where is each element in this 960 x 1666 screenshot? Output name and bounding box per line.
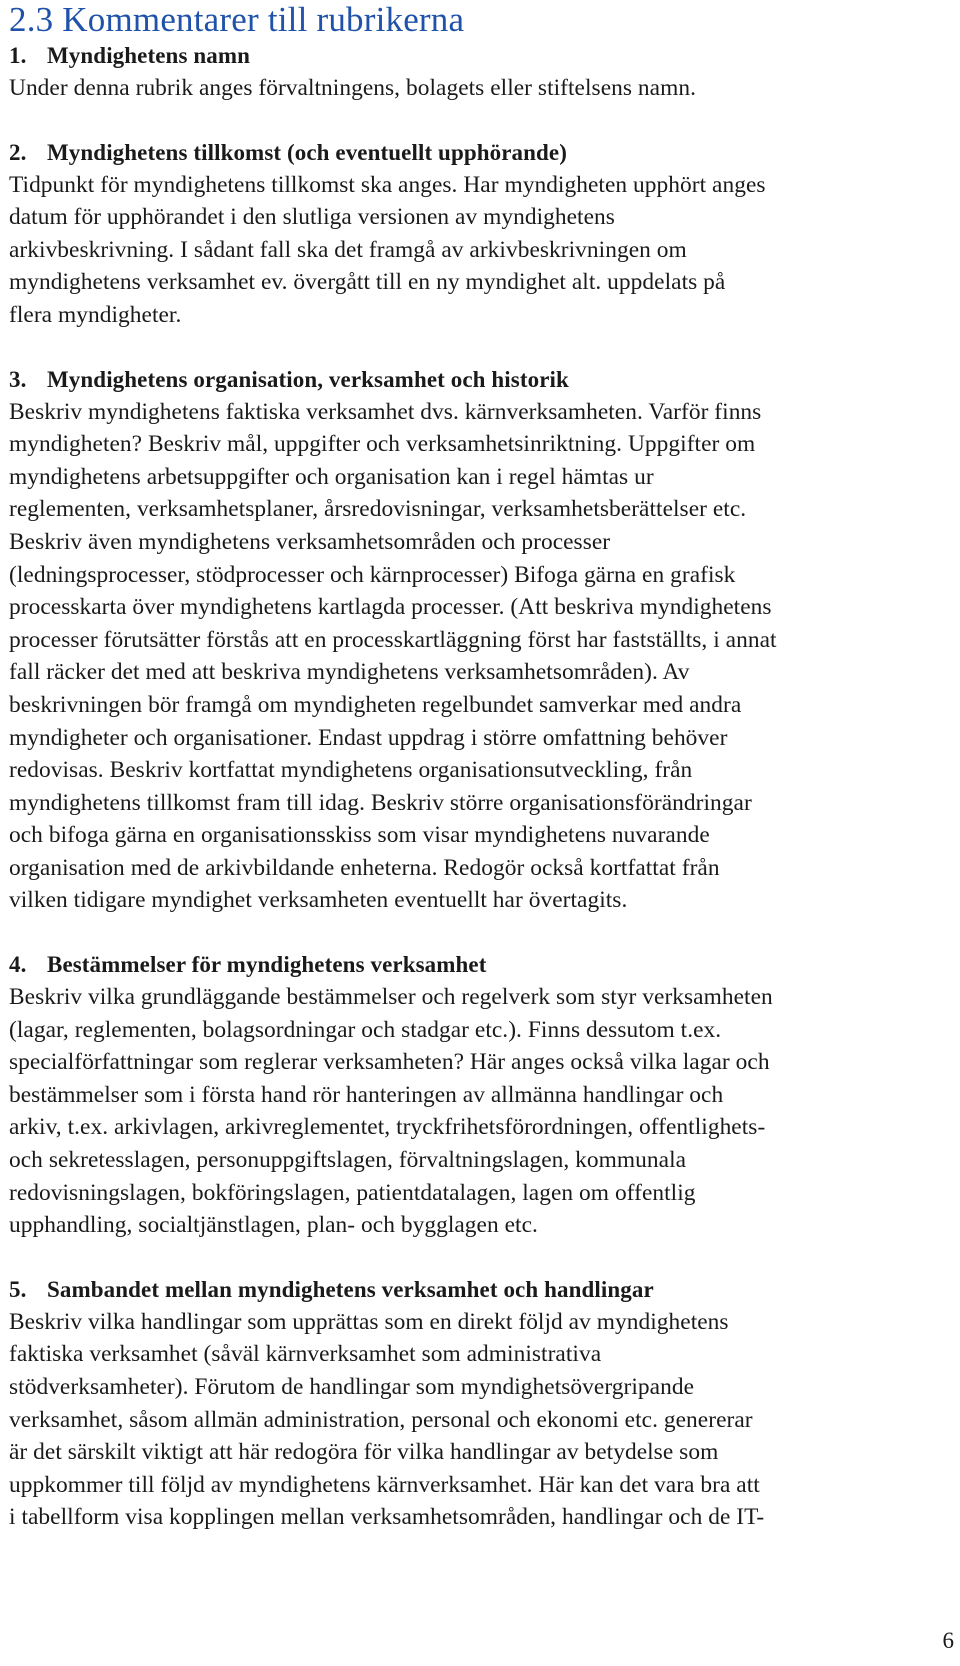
body-line: upphandling, socialtjänstlagen, plan- och bygglagen etc.: [9, 1212, 538, 1239]
section-title: [9, 137, 949, 169]
body-line: bestämmelser som i första hand rör hanteringen av allmänna handlingar och: [9, 1081, 724, 1108]
body-line: reglementen, verksamhetsplaner, årsredovisningar, verksamhetsberättelser etc.: [9, 496, 747, 523]
body-line: och bifoga gärna en organisationsskiss som visar myndighetens nuvarande: [9, 822, 710, 849]
body-line: specialförfattningar som reglerar verksamheten? Här anges också vilka lagar och: [9, 1049, 770, 1076]
section-1: [9, 40, 949, 105]
body-line: flera myndigheter.: [9, 301, 182, 328]
body-line: myndighetens tillkomst fram till idag. Beskriv större organisationsförändringar: [9, 789, 752, 816]
body-line: myndighetens arbetsuppgifter och organisation kan i regel hämtas ur: [9, 463, 654, 490]
section-number: 4.: [9, 952, 27, 978]
page-number: 6: [942, 1628, 954, 1653]
body-line: i tabellform visa kopplingen mellan verksamhetsområden, handlingar och de IT-: [9, 1504, 765, 1531]
body-line: redovisas. Beskriv kortfattat myndighetens organisationsutveckling, från: [9, 757, 693, 784]
section-title-text: Myndighetens namn: [47, 43, 250, 68]
body-line: Beskriv myndighetens faktiska verksamhet dvs. kärnverksamheten. Varför finns: [9, 398, 762, 425]
body-line: stödverksamheter). Förutom de handlingar som myndighetsövergripande: [9, 1374, 695, 1400]
section-body: [9, 981, 949, 1242]
section-2: [9, 137, 949, 332]
body-line: organisation med de arkivbildande enheterna. Redogör också kortfattat från: [9, 854, 720, 881]
body-line: beskrivningen bör framgå om myndigheten regelbundet samverkar med andra: [9, 691, 742, 718]
section-title-text: Myndighetens organisation, verksamhet och historik: [47, 366, 569, 392]
body-line: och sekretesslagen, personuppgiftslagen, förvaltningslagen, kommunala: [9, 1147, 687, 1174]
section-3: [9, 364, 949, 918]
body-line: faktiska verksamhet (såväl kärnverksamhet som administrativa: [9, 1341, 602, 1368]
page-heading: 2.3 Kommentarer till rubrikerna: [9, 0, 465, 39]
body-line: arkiv, t.ex. arkivlagen, arkivreglementet, tryckfrihetsförordningen, offentlighets-: [9, 1114, 766, 1141]
section-spacer: [9, 105, 949, 137]
sections-container: [9, 40, 949, 1534]
body-line: uppkommer till följd av myndighetens kärnverksamhet. Här kan det vara bra att: [9, 1471, 760, 1498]
section-title: [9, 364, 949, 396]
body-line: Beskriv vilka grundläggande bestämmelser och regelverk som styr verksamheten: [9, 984, 773, 1011]
body-line: (ledningsprocesser, stödprocesser och kärnprocesser) Bifoga gärna en grafisk: [9, 561, 736, 588]
section-spacer: [9, 1242, 949, 1274]
section-title: [9, 40, 949, 72]
section-spacer: [9, 332, 949, 364]
section-title-text: Bestämmelser för myndighetens verksamhet: [47, 952, 487, 978]
body-line: myndighetens verksamhet ev. övergått till en ny myndighet alt. uppdelats på: [9, 269, 726, 296]
body-line: processkarta över myndighetens kartlagda processer. (Att beskriva myndighetens: [9, 594, 772, 621]
section-number: 1.: [9, 43, 27, 68]
document-page: [9, 0, 949, 1534]
section-number: 2.: [9, 139, 27, 165]
body-line: processer förutsätter förstås att en processkartläggning först har fastställts, i annat: [9, 626, 777, 653]
section-5: [9, 1274, 949, 1534]
section-number: 5.: [9, 1276, 27, 1302]
body-line: är det särskilt viktigt att här redogöra för vilka handlingar av betydelse som: [9, 1439, 719, 1466]
body-line: verksamhet, såsom allmän administration, personal och ekonomi etc. genererar: [9, 1406, 753, 1433]
body-line: Under denna rubrik anges förvaltningens, bolagets eller stiftelsens namn.: [9, 75, 696, 101]
body-line: Beskriv vilka handlingar som upprättas som en direkt följd av myndighetens: [9, 1308, 729, 1335]
section-body: [9, 396, 949, 918]
body-line: datum för upphörandet i den slutliga versionen av myndighetens: [9, 204, 615, 231]
section-body: [9, 169, 949, 332]
body-line: vilken tidigare myndighet verksamheten eventuellt har övertagits.: [9, 887, 628, 914]
section-spacer: [9, 917, 949, 949]
body-line: myndigheten? Beskriv mål, uppgifter och verksamhetsinriktning. Uppgifter om: [9, 431, 756, 458]
body-line: redovisningslagen, bokföringslagen, patientdatalagen, lagen om offentlig: [9, 1179, 696, 1206]
body-line: Tidpunkt för myndighetens tillkomst ska anges. Har myndigheten upphört anges: [9, 171, 766, 198]
body-line: fall räcker det med att beskriva myndighetens verksamhetsområden). Av: [9, 659, 690, 686]
body-line: myndigheter och organisationer. Endast uppdrag i större omfattning behöver: [9, 724, 728, 751]
body-line: Beskriv även myndighetens verksamhetsområden och processer: [9, 528, 611, 555]
section-title-text: Sambandet mellan myndighetens verksamhet och handlingar: [47, 1276, 654, 1302]
section-4: [9, 949, 949, 1242]
section-title: [9, 1274, 949, 1306]
section-title: [9, 949, 949, 981]
section-body: [9, 1306, 949, 1534]
body-line: (lagar, reglementen, bolagsordningar och stadgar etc.). Finns dessutom t.ex.: [9, 1016, 722, 1043]
section-body: [9, 72, 949, 105]
body-line: arkivbeskrivning. I sådant fall ska det framgå av arkivbeskrivningen om: [9, 236, 687, 263]
section-title-text: Myndighetens tillkomst (och eventuellt upphörande): [47, 139, 567, 165]
section-number: 3.: [9, 366, 27, 392]
